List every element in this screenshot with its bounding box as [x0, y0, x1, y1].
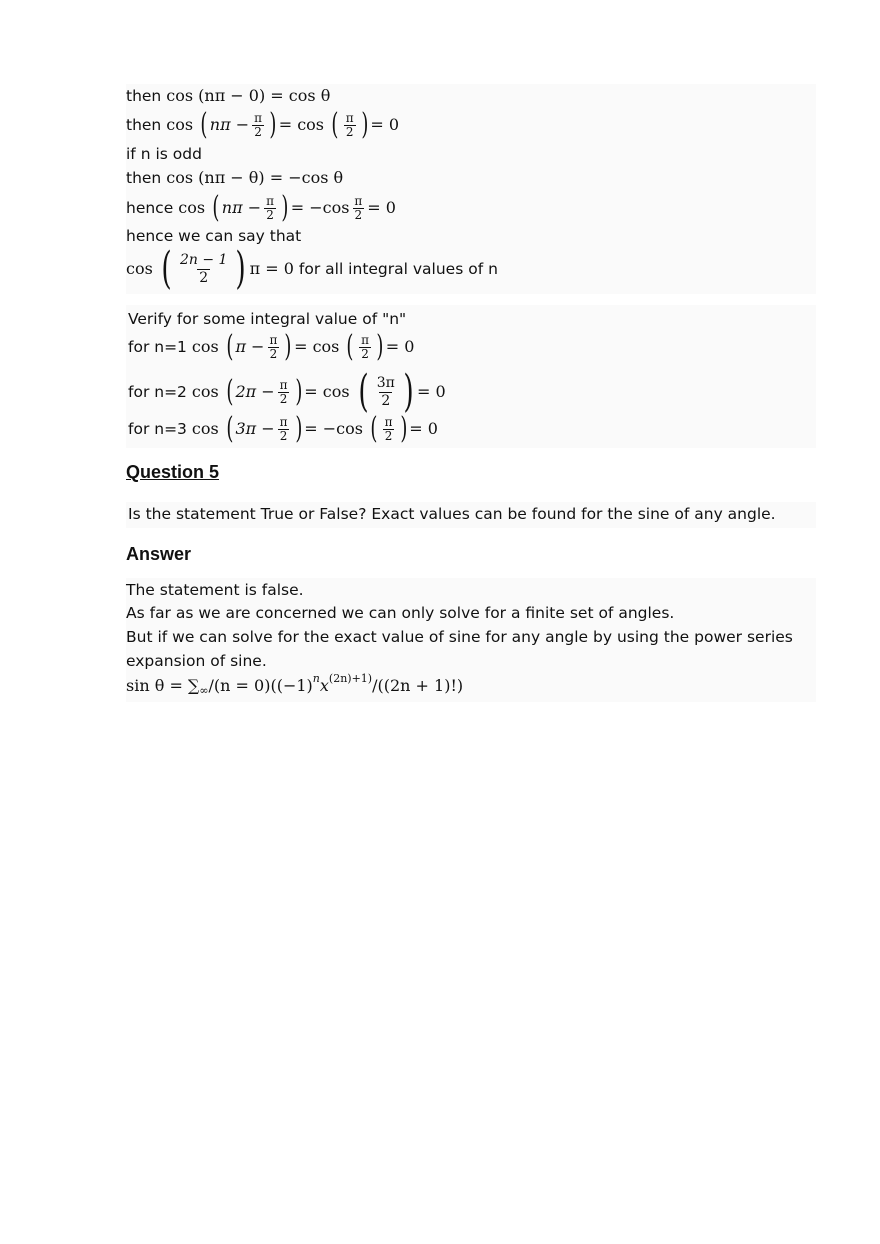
fraction: [359, 334, 371, 361]
math-term: = 0: [367, 198, 396, 217]
numerator: 3π: [376, 374, 395, 391]
numerator: π: [345, 110, 354, 125]
paren-close: ): [376, 329, 384, 364]
math-func: cos: [126, 259, 153, 278]
fraction: [264, 195, 276, 222]
answer-line: [126, 627, 793, 647]
verify-row: [128, 411, 438, 446]
math-func: cos: [178, 198, 206, 217]
fraction: [178, 252, 229, 287]
math-subscript: ∞: [199, 684, 209, 697]
math-expression: [191, 411, 438, 446]
answer-line: [126, 651, 267, 671]
fraction: [267, 334, 279, 361]
paren-open: (: [226, 329, 234, 364]
denominator: 2: [345, 124, 354, 139]
fraction: [375, 375, 397, 410]
numerator: π: [279, 414, 288, 429]
paren-open: (: [370, 411, 378, 446]
fraction: [383, 416, 395, 443]
denominator: 2: [361, 346, 369, 361]
denominator: 2: [199, 269, 209, 286]
paren-close: ): [294, 374, 302, 409]
paren-open: (: [212, 190, 220, 225]
paren-close: ): [403, 366, 414, 417]
math-superscript: n: [312, 672, 320, 685]
paren-open: (: [226, 374, 234, 409]
paren-close: ): [360, 107, 368, 142]
verify-row: [128, 366, 446, 417]
text-line: [126, 144, 202, 164]
line-text: if n is odd: [126, 145, 202, 163]
paren-close: ): [294, 411, 302, 446]
power-series-formula: [126, 672, 464, 697]
math-expression: [178, 190, 396, 225]
numerator: 2n − 1: [179, 251, 228, 268]
math-term: π −: [235, 337, 265, 356]
paren-open: (: [346, 329, 354, 364]
math-expression: [126, 243, 294, 294]
math-term: 3π −: [235, 419, 275, 438]
math-term: = −cos: [304, 419, 363, 438]
question-heading: Question 5: [126, 462, 220, 482]
math-expression: cos (nπ − θ) = −cos θ: [166, 168, 344, 187]
fraction: [344, 112, 356, 139]
line-text: The statement is false.: [126, 581, 304, 599]
math-term: = 0: [385, 337, 415, 356]
paren-open: (: [331, 107, 339, 142]
line-text: then: [126, 87, 162, 105]
math-term: = 0: [417, 382, 446, 401]
math-term: x: [319, 676, 329, 695]
math-term: = cos: [304, 382, 350, 401]
denominator: 2: [354, 207, 363, 222]
denominator: 2: [384, 428, 393, 443]
numerator: π: [269, 332, 278, 347]
numerator: π: [361, 332, 369, 347]
math-func: cos: [191, 337, 219, 356]
paren-open: (: [200, 107, 208, 142]
math-term: 2π −: [235, 382, 275, 401]
answer-line: [126, 603, 674, 623]
paren-close: ): [284, 329, 292, 364]
paren-close: ): [235, 243, 247, 294]
fraction: [278, 379, 290, 406]
numerator: π: [354, 193, 363, 208]
equation-line: [126, 86, 330, 106]
line-text: But if we can solve for the exact value of sine for any angle by using the power series: [126, 628, 793, 646]
paren-open: (: [357, 366, 369, 417]
math-expression: [166, 107, 400, 142]
equation-line: [126, 243, 498, 294]
numerator: π: [384, 414, 393, 429]
verify-title: [128, 309, 406, 329]
denominator: 2: [266, 207, 274, 222]
math-expression: cos (nπ − 0) = cos θ: [166, 86, 331, 105]
line-text: hence we can say that: [126, 227, 302, 245]
math-term: = −cos: [290, 198, 350, 217]
numerator: π: [254, 110, 262, 125]
paren-open: (: [161, 243, 172, 294]
paren-close: ): [399, 411, 407, 446]
math-term: = 0: [370, 115, 400, 134]
equation-line: [126, 190, 396, 225]
math-term: = 0: [409, 419, 438, 438]
line-text: As far as we are concerned we can only solve for a finite set of angles.: [126, 604, 675, 622]
math-func: cos: [191, 419, 219, 438]
math-expression: [191, 366, 446, 417]
fraction: [252, 112, 264, 139]
paren-close: ): [281, 190, 289, 225]
fraction: [278, 416, 290, 443]
text-line: [126, 226, 301, 246]
equation-line: [126, 107, 400, 142]
line-text: then: [126, 116, 162, 134]
question-text: [128, 504, 776, 524]
math-term: π = 0: [249, 259, 294, 278]
numerator: π: [279, 377, 288, 392]
line-text: for all integral values of n: [298, 260, 498, 278]
denominator: 2: [269, 346, 278, 361]
math-func: cos: [166, 115, 194, 134]
math-expression: [191, 329, 415, 364]
denominator: 2: [381, 392, 391, 409]
denominator: 2: [279, 391, 288, 406]
paren-close: ): [269, 107, 277, 142]
math-term: /(n = 0)((−1): [208, 676, 313, 695]
line-text: hence: [126, 199, 174, 217]
row-label: for n=1: [128, 338, 187, 356]
paren-open: (: [226, 411, 234, 446]
math-term: = cos: [294, 337, 340, 356]
math-func: cos: [191, 382, 219, 401]
math-superscript: (2n)+1): [328, 672, 373, 685]
answer-line: [126, 580, 304, 600]
math-expression: [126, 672, 464, 697]
line-text: Is the statement True or False? Exact values can be found for the sine of any angle.: [128, 505, 776, 523]
verify-row: [128, 329, 415, 364]
math-term: sin θ = ∑: [126, 676, 200, 695]
line-text: then: [126, 169, 162, 187]
numerator: π: [266, 193, 274, 208]
denominator: 2: [254, 124, 262, 139]
row-label: for n=2: [128, 383, 187, 401]
math-term: nπ −: [209, 115, 250, 134]
line-text: Verify for some integral value of "n": [128, 310, 407, 328]
math-term: /((2n + 1)!): [372, 676, 464, 695]
fraction: [352, 195, 364, 222]
equation-line: [126, 168, 343, 188]
math-term: nπ −: [221, 198, 262, 217]
line-text: expansion of sine.: [126, 652, 267, 670]
denominator: 2: [279, 428, 288, 443]
answer-heading: Answer: [126, 544, 192, 564]
math-term: = cos: [278, 115, 325, 134]
row-label: for n=3: [128, 420, 187, 438]
